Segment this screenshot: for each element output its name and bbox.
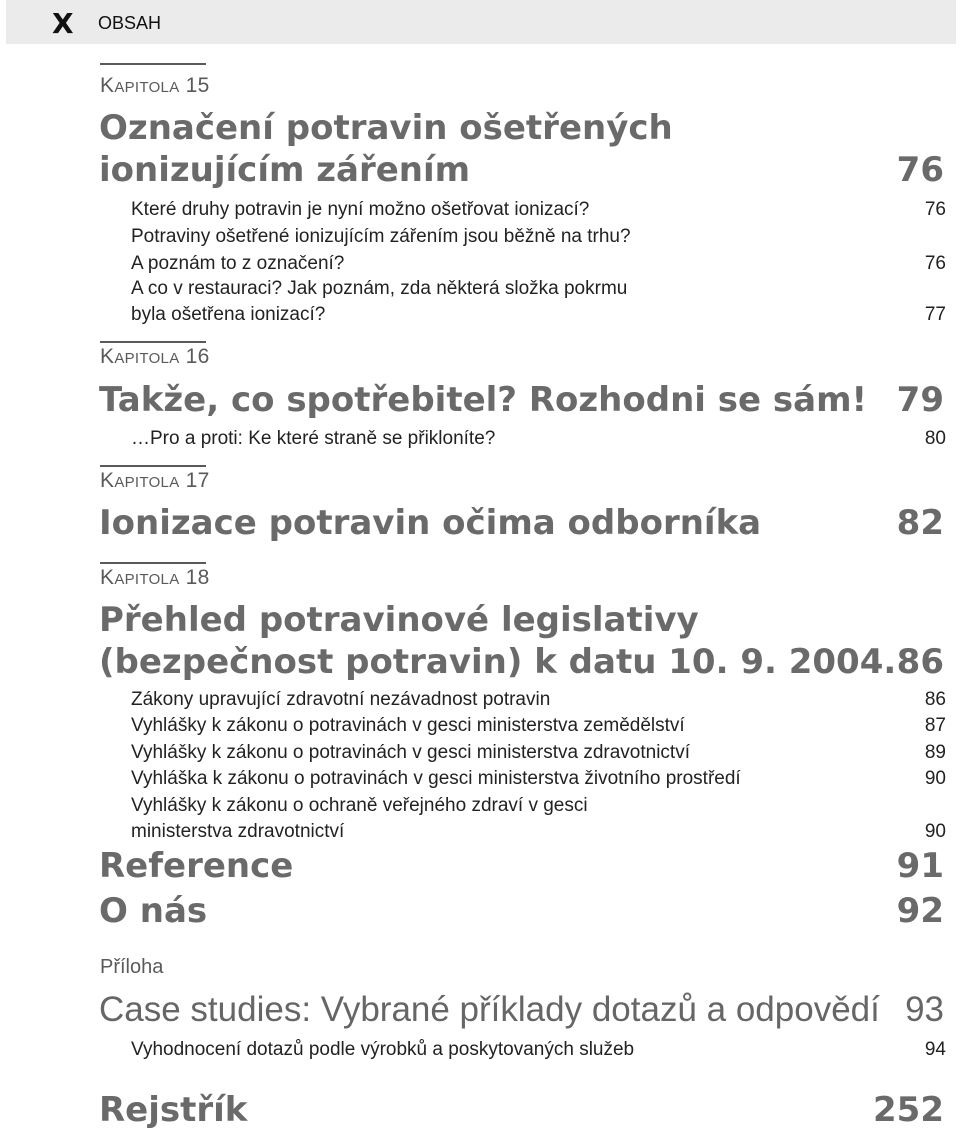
chapter-page: 76 (896, 150, 944, 190)
chapter-title[interactable]: ionizujícím zářením (99, 150, 471, 190)
index-title[interactable]: Rejstřík (99, 1090, 248, 1130)
toc-page: 76 (924, 199, 946, 220)
chapter-title[interactable]: Ionizace potravin očima odborníka (99, 503, 762, 543)
chapter-title[interactable]: Takže, co spotřebitel? Rozhodni se sám! (99, 380, 868, 420)
toc-entry[interactable]: Vyhodnocení dotazů podle výrobků a poskytovaných služeb (131, 1039, 635, 1060)
chapter-page: 79 (896, 380, 944, 420)
toc-entry[interactable]: Které druhy potravin je nyní možno ošetřovat ionizací? (131, 199, 590, 220)
toc-entry[interactable]: byla ošetřena ionizací? (131, 304, 326, 325)
toc-page: 89 (924, 742, 946, 763)
toc-page: 87 (924, 715, 946, 736)
chapter-rule (100, 341, 206, 343)
chapter-rule (100, 465, 206, 467)
toc-page: 86 (924, 689, 946, 710)
page-header (6, 0, 956, 44)
toc-page: 90 (924, 768, 946, 789)
chapter-label: KAPITOLA 15 (100, 74, 210, 97)
appendix-title[interactable]: Case studies: Vybrané příklady dotazů a odpovědí (99, 990, 880, 1029)
toc-entry[interactable]: A poznám to z označení? (131, 253, 345, 274)
chapter-rule (100, 562, 206, 564)
toc-entry[interactable]: Potraviny ošetřené ionizujícím zářením jsou běžně na trhu? (131, 226, 631, 247)
appendix-label: Příloha (100, 956, 164, 978)
chapter-title[interactable]: (bezpečnost potravin) k datu 10. 9. 2004. (99, 642, 897, 682)
toc-page: 80 (924, 428, 946, 449)
chapter-title[interactable]: Označení potravin ošetřených (99, 108, 673, 148)
section-title: OBSAH (98, 13, 162, 33)
chapter-page: 86 (896, 642, 944, 682)
reference-page: 91 (896, 846, 944, 886)
chapter-label: KAPITOLA 16 (100, 345, 210, 368)
chapter-label: KAPITOLA 18 (100, 566, 210, 589)
toc-entry[interactable]: Vyhlášky k zákonu o potravinách v gesci ministerstva zemědělství (131, 715, 685, 736)
chapter-rule (100, 63, 206, 65)
appendix-page: 93 (905, 990, 944, 1029)
toc-page: 94 (924, 1039, 946, 1060)
toc-entry[interactable]: Vyhlášky k zákonu o ochraně veřejného zdraví v gesci (131, 795, 588, 816)
about-page: 92 (896, 891, 944, 931)
chapter-title[interactable]: Přehled potravinové legislativy (99, 600, 699, 640)
toc-entry[interactable]: Zákony upravující zdravotní nezávadnost potravin (131, 689, 551, 710)
toc-page: 77 (924, 304, 946, 325)
index-page: 252 (873, 1090, 944, 1130)
chapter-label: KAPITOLA 17 (100, 469, 210, 492)
toc-entry[interactable]: Vyhláška k zákonu o potravinách v gesci ministerstva životního prostředí (131, 768, 741, 789)
toc-entry[interactable]: Vyhlášky k zákonu o potravinách v gesci ministerstva zdravotnictví (131, 742, 690, 763)
toc-entry[interactable]: …Pro a proti: Ke které straně se přikloníte? (131, 428, 496, 449)
toc-page: 76 (924, 253, 946, 274)
about-title[interactable]: O nás (99, 891, 208, 931)
chapter-page: 82 (896, 503, 944, 543)
page-number: X (52, 7, 74, 40)
toc-page: 90 (924, 821, 946, 842)
toc-entry[interactable]: A co v restauraci? Jak poznám, zda některá složka pokrmu (131, 278, 628, 299)
reference-title[interactable]: Reference (99, 846, 294, 886)
toc-entry[interactable]: ministerstva zdravotnictví (131, 821, 345, 842)
